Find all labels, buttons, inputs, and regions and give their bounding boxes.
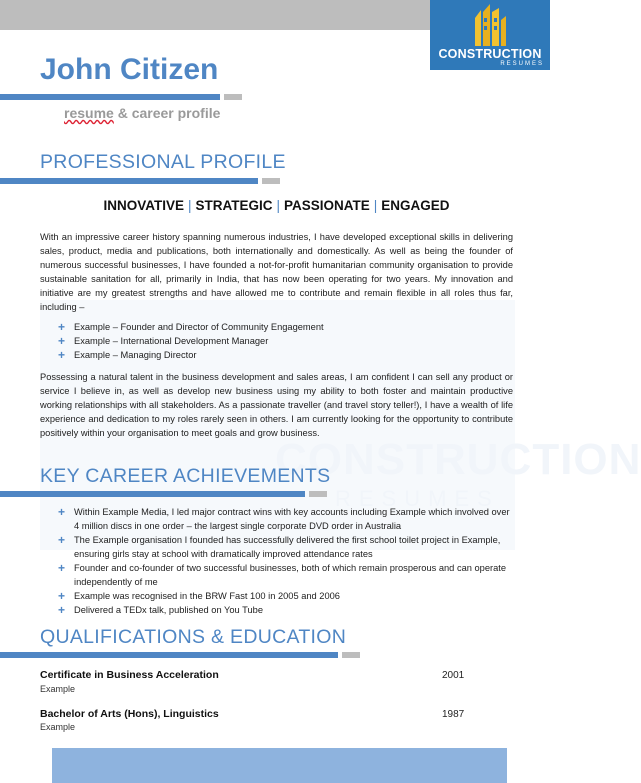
qualification-year: 2001 bbox=[442, 670, 465, 681]
resume-name: John Citizen bbox=[40, 53, 219, 86]
logo-subtitle: RESUMES bbox=[500, 61, 544, 67]
plus-bullet-icon: + bbox=[58, 589, 66, 603]
construction-building-icon bbox=[473, 4, 507, 46]
profile-bullet-list bbox=[58, 320, 513, 362]
tagline-word-3: PASSIONATE bbox=[284, 198, 370, 213]
list-item: + Example – International Development Manager bbox=[58, 334, 269, 348]
list-item: + Example – Founder and Director of Community Engagement bbox=[58, 320, 324, 334]
qualification-institution: Example bbox=[40, 722, 76, 732]
plus-bullet-icon: + bbox=[58, 505, 66, 519]
name-underline-blue bbox=[0, 94, 220, 100]
subtitle-rest: & career profile bbox=[113, 105, 221, 121]
subtitle-word: resume bbox=[64, 105, 114, 121]
tagline-word-4: ENGAGED bbox=[381, 198, 450, 213]
tagline-word-1: INNOVATIVE bbox=[103, 198, 184, 213]
logo-title: CONSTRUCTION bbox=[438, 47, 542, 61]
list-item: + Delivered a TEDx talk, published on You Tube bbox=[58, 603, 263, 617]
section-title-qualifications-education: QUALIFICATIONS & EDUCATION bbox=[40, 626, 347, 648]
qualification-title: Bachelor of Arts (Hons), Linguistics bbox=[40, 708, 219, 720]
name-underline-grey bbox=[224, 94, 242, 100]
resume-subtitle bbox=[64, 105, 220, 121]
list-item: + Founder and co-founder of two successful businesses, both of which remain prosperous and can operate independently of me bbox=[58, 561, 507, 587]
list-item: + Example was recognised in the BRW Fast 100 in 2005 and 2006 bbox=[58, 589, 340, 603]
plus-bullet-icon: + bbox=[58, 348, 66, 362]
tagline-separator: | bbox=[276, 198, 280, 213]
top-grey-bar bbox=[0, 0, 430, 30]
construction-resumes-logo bbox=[430, 0, 550, 70]
tagline-word-2: STRATEGIC bbox=[195, 198, 273, 213]
profile-underline-blue bbox=[0, 178, 258, 184]
profile-underline-grey bbox=[262, 178, 280, 184]
qualifications-underline-grey bbox=[342, 652, 360, 658]
profile-intro-paragraph: With an impressive career history spanning numerous industries, I have developed exceptional skills in delivering sales, product, media and publications, both internationally and domestically. As well as being the founder of numerous successful businesses, I have founded a not-for-profit humanitarian community organisation to provide sustainable sanitation for all, primarily in India, that has now been operating for two years. My innovation and initiative are my greatest strengths and have allowed me to contribute and remain flexible in all roles thus far, including – bbox=[40, 232, 513, 312]
profile-closing-paragraph: Possessing a natural talent in the business development and sales areas, I am confident I can sell any product or service I believe in, as well as develop new business using my ability to both foster and maintain productive working relationships with all stakeholders. As a passionate traveller (and travel story teller!), I have a wealth of life experience and dedication to my roles rarely seen in others. I am currently looking for the opportunity to contribute positively within your organisation to meet goals and grow business. bbox=[40, 372, 513, 438]
plus-bullet-icon: + bbox=[58, 603, 66, 617]
qualification-institution: Example bbox=[40, 684, 76, 694]
qualifications-underline-blue bbox=[0, 652, 338, 658]
achievements-underline-blue bbox=[0, 491, 305, 497]
section-title-professional-profile: PROFESSIONAL PROFILE bbox=[40, 151, 286, 173]
plus-bullet-icon: + bbox=[58, 561, 66, 575]
tagline bbox=[0, 198, 553, 213]
tagline-separator: | bbox=[187, 198, 192, 213]
list-item: + The Example organisation I founded has successfully delivered the first school toilet project in Example, ensuring girls stay at school with dramatically improved attendance rates bbox=[58, 533, 501, 559]
list-item: + Within Example Media, I led major contract wins with key accounts including Example which involved over 4 million discs in one order – the largest single corporate DVD order in Australia bbox=[58, 505, 510, 531]
watermark-text: CONSTRUCTION bbox=[275, 435, 641, 484]
plus-bullet-icon: + bbox=[58, 334, 66, 348]
tagline-separator: | bbox=[373, 198, 378, 213]
achievements-list bbox=[58, 505, 513, 617]
section-title-key-career-achievements: KEY CAREER ACHIEVEMENTS bbox=[40, 465, 331, 487]
qualification-title: Certificate in Business Acceleration bbox=[40, 669, 219, 681]
watermark-subtext: RESUMES bbox=[335, 486, 500, 511]
list-item: + Example – Managing Director bbox=[58, 348, 197, 362]
plus-bullet-icon: + bbox=[58, 533, 66, 547]
plus-bullet-icon: + bbox=[58, 320, 66, 334]
footer-blue-block bbox=[52, 748, 507, 783]
achievements-underline-grey bbox=[309, 491, 327, 497]
qualification-year: 1987 bbox=[442, 709, 465, 720]
